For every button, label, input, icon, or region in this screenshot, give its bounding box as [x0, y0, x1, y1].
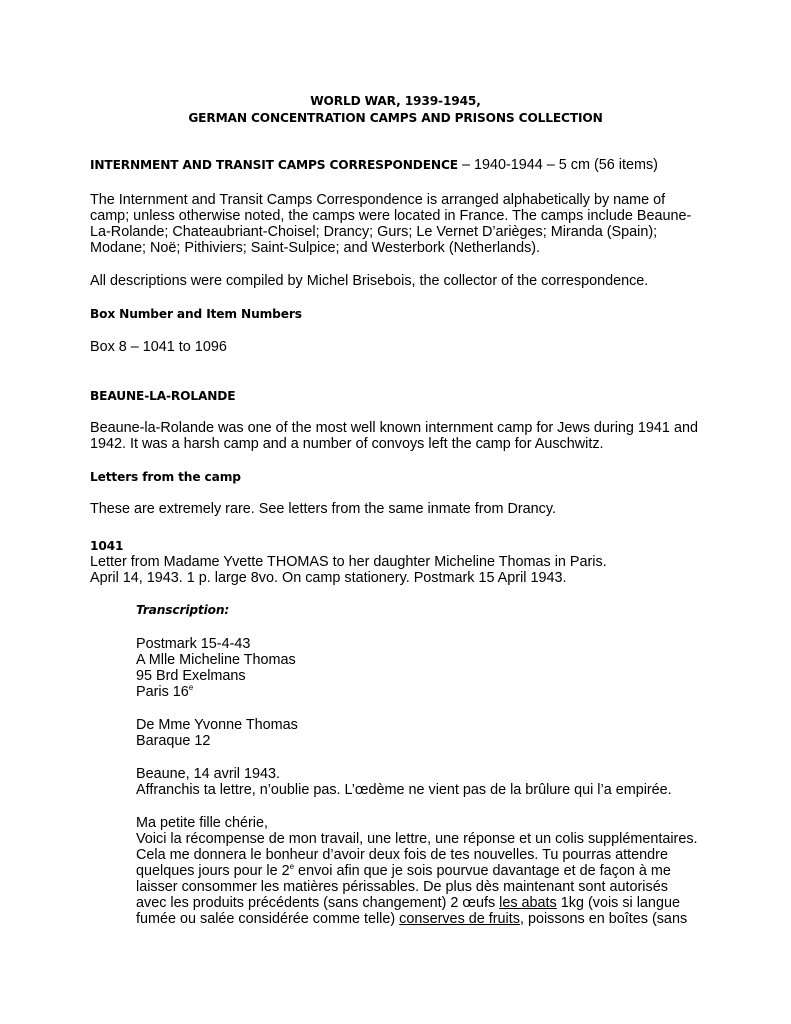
letter-body-line-5 — [136, 895, 680, 911]
letter-body-line-3a: quelques jours pour le 2 — [136, 863, 290, 879]
collection-title-line-2: GERMAN CONCENTRATION CAMPS AND PRISONS COLLECTION — [188, 111, 603, 125]
letters-note: These are extremely rare. See letters from the same inmate from Drancy. — [90, 501, 556, 517]
letter-body-line-3 — [136, 863, 671, 879]
postmark: Postmark 15-4-43 — [136, 636, 251, 652]
camp-heading: BEAUNE-LA-ROLANDE — [90, 389, 236, 403]
letter-body-line-6b: , poissons en boîtes (sans — [519, 911, 688, 927]
item-description-line-1: Letter from Madame Yvette THOMAS to her daughter Micheline Thomas in Paris. — [90, 554, 607, 570]
intro-line-3: La-Rolande; Chateaubriant-Choisel; Drancy; Gurs; Le Vernet D’arièges; Miranda (Spain); — [90, 224, 658, 240]
letter-body-line-2: Cela me donnera le bonheur d’avoir deux fois de tes nouvelles. Tu pourras attendre — [136, 847, 668, 863]
letter-body-line-5a: avec les produits précédents (sans changement) 2 œufs — [136, 895, 500, 911]
letter-body-line-6-underlined: conserves de fruits — [399, 911, 520, 927]
letter-body-line-6a: fumée ou salée considérée comme telle) — [136, 911, 400, 927]
series-heading: INTERNMENT AND TRANSIT CAMPS CORRESPONDENCE — [90, 158, 458, 172]
letter-body-line-5-underlined: les abats — [499, 895, 557, 911]
item-description-line-2: April 14, 1943. 1 p. large 8vo. On camp stationery. Postmark 15 April 1943. — [90, 570, 567, 586]
collection-title-line-1: WORLD WAR, 1939-1945, — [310, 94, 481, 108]
address-city — [136, 684, 193, 700]
salutation: Ma petite fille chérie, — [136, 815, 268, 831]
address-line-2: 95 Brd Exelmans — [136, 668, 246, 684]
transcription-label: Transcription: — [136, 603, 230, 617]
sender-line-2: Baraque 12 — [136, 733, 211, 749]
letter-body-line-3b: envoi afin que je sois pourvue davantage et de façon à me — [294, 863, 671, 879]
intro-line-1: The Internment and Transit Camps Correspondence is arranged alphabetically by name of — [90, 192, 666, 208]
letter-body-line-3-sup: e — [289, 862, 295, 871]
item-number: 1041 — [90, 539, 124, 553]
box-heading: Box Number and Item Numbers — [90, 307, 302, 321]
compiled-by: All descriptions were compiled by Michel Brisebois, the collector of the correspondence. — [90, 273, 649, 289]
letter-body-line-4: laisser consommer les matières périssables. De plus dès maintenant sont autorisés — [136, 879, 668, 895]
series-extent: – 1940-1944 – 5 cm (56 items) — [457, 157, 658, 173]
address-city-sup: e — [188, 683, 194, 692]
box-text: Box 8 – 1041 to 1096 — [90, 339, 227, 355]
intro-line-2: camp; unless otherwise noted, the camps were located in France. The camps include Beaune- — [90, 208, 692, 224]
address-city-text: Paris 16 — [136, 684, 189, 700]
sender-line-1: De Mme Yvonne Thomas — [136, 717, 298, 733]
dateline: Beaune, 14 avril 1943. — [136, 766, 281, 782]
letter-body-line-1: Voici la récompense de mon travail, une lettre, une réponse et un colis supplémentaires. — [136, 831, 698, 847]
camp-description-line-2: 1942. It was a harsh camp and a number of convoys left the camp for Auschwitz. — [90, 436, 604, 452]
camp-description-line-1: Beaune-la-Rolande was one of the most well known internment camp for Jews during 1941 and — [90, 420, 698, 436]
intro-line-4: Modane; Noë; Pithiviers; Saint-Sulpice; and Westerbork (Netherlands). — [90, 240, 541, 256]
letter-body-line-5b: 1kg (vois si langue — [556, 895, 680, 911]
series-heading-line — [90, 157, 658, 173]
address-line-1: A Mlle Micheline Thomas — [136, 652, 296, 668]
letter-body-line-6 — [136, 911, 687, 927]
postscript-note: Affranchis ta lettre, n’oublie pas. L’œdème ne vient pas de la brûlure qui l’a empirée. — [136, 782, 672, 798]
letters-subheading: Letters from the camp — [90, 470, 241, 484]
